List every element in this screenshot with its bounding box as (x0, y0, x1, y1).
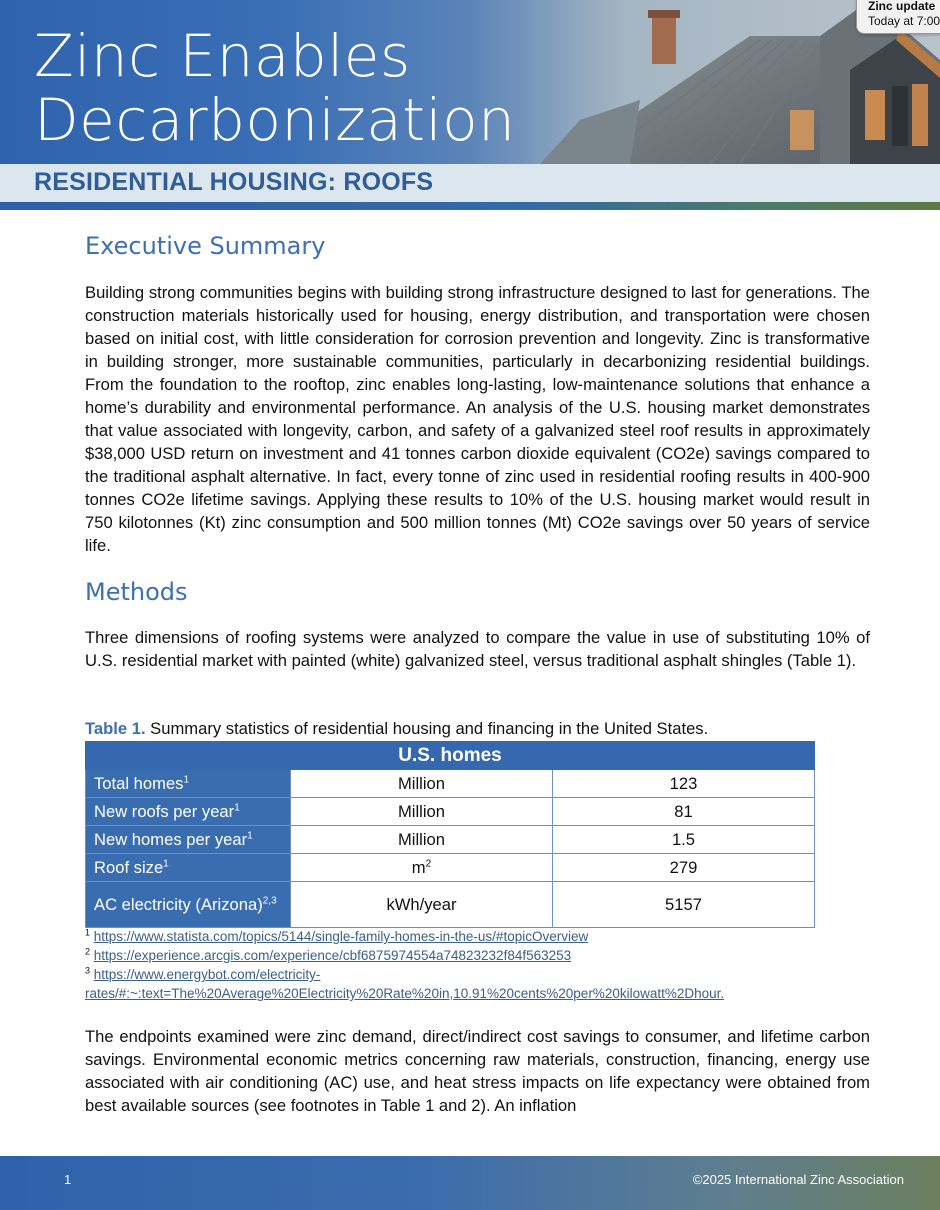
footnote-link[interactable]: https://experience.arcgis.com/experience/cbf6875974554a74823232f84f563253 (93, 948, 572, 963)
table-caption-text: Summary statistics of residential housing and financing in the United States. (145, 719, 709, 738)
row-label: New homes per year$^1$ (86, 826, 291, 854)
table-row (86, 882, 815, 928)
banner-title-line1: Zinc Enables (34, 22, 411, 90)
table-header: U.S. homes (86, 742, 815, 770)
table-row (86, 826, 815, 854)
exec-summary-heading: Executive Summary (85, 232, 326, 260)
table-footnotes (85, 927, 825, 1003)
footnote-link[interactable]: https://www.statista.com/topics/5144/single-family-homes-in-the-us/#topicOverview (93, 929, 589, 944)
notification-time: Today at 7:00 (868, 14, 940, 28)
color-stripe (0, 202, 940, 210)
subtitle-bar (0, 164, 940, 202)
table-row (86, 798, 815, 826)
table-header-row (86, 742, 815, 770)
footnote-2: $^2$ https://experience.arcgis.com/experience/cbf6875974554a74823232f84f563253 (85, 946, 572, 963)
row-label: New roofs per year$^1$ (86, 798, 291, 826)
row-value: 279 (553, 854, 815, 882)
methods-text-2: The endpoints examined were zinc demand, direct/indirect cost savings to consumer, and lifetime carbon savings. Environmental economic metrics concerning raw materials, construction, financing, energy use associated with air conditioning (AC) use, and heat stress impacts on life expectancy were obtained from best available sources (see footnotes in Table 1 and 2). An inflation (85, 1027, 870, 1115)
methods-heading: Methods (85, 578, 188, 606)
row-value: 81 (553, 798, 815, 826)
row-unit: Million (291, 798, 553, 826)
row-value: 123 (553, 770, 815, 798)
footnote-link[interactable]: rates/#:~:text=The%20Average%20Electricity%20Rate%20in,10.91%20cents%20per%20kilowatt%2Dhour. (85, 986, 725, 1001)
us-homes-table (85, 741, 815, 928)
table-caption-label: Table 1. (85, 719, 146, 738)
copyright: ©2025 International Zinc Association (692, 1172, 904, 1187)
table-caption (85, 718, 708, 740)
footnote-link[interactable]: https://www.energybot.com/electricity- (93, 967, 321, 982)
footnote-3: $^3$ https://www.energybot.com/electricity- (85, 965, 321, 982)
banner-title (34, 24, 515, 152)
row-unit: $m^2$ (291, 854, 553, 882)
subtitle: RESIDENTIAL HOUSING: ROOFS (34, 168, 434, 196)
row-label: Roof size$^1$ (86, 854, 291, 882)
row-label: Total homes$^1$ (86, 770, 291, 798)
exec-summary-text: Building strong communities begins with building strong infrastructure designed to last for generations. The construction materials historically used for housing, energy distribution, and transportation were chosen based on initial cost, with little consideration for corrosion prevention and longevity. Zinc is transformative in building stronger, more sustainable communities, particularly in decarbonizing residential buildings. From the foundation to the rooftop, zinc enables long-lasting, low-maintenance solutions that enhance a home’s durability and environmental performance. An analysis of the U.S. housing market demonstrates that value associated with longevity, carbon, and safety of a galvanized steel roof results in approximately $38,000 USD return on investment and 41 tonnes carbon dioxide equivalent (CO2e) savings compared to the traditional asphalt alternative. In fact, every tonne of zinc used in residential roofing results in 400-900 tonnes CO2e lifetime savings. Applying these results to 10% of the U.S. housing market would result in 750 kilotonnes (Kt) zinc consumption and 500 million tonnes (Mt) CO2e savings over 50 years of service life. (85, 283, 870, 555)
row-unit: kWh/year (291, 882, 553, 928)
row-label: AC electricity (Arizona)$^{2,3}$ (86, 882, 291, 928)
header-banner (0, 0, 940, 164)
page-footer (0, 1156, 940, 1210)
page-number: 1 (64, 1172, 72, 1187)
row-value: 5157 (553, 882, 815, 928)
footnote-1: $^1$ https://www.statista.com/topics/5144/single-family-homes-in-the-us/#topicOverview (85, 927, 589, 944)
banner-title-line2: Decarbonization (34, 86, 516, 154)
row-unit: Million (291, 770, 553, 798)
table-row (86, 854, 815, 882)
row-value: 1.5 (553, 826, 815, 854)
notification-title: Zinc update (868, 0, 936, 13)
notification-popup[interactable] (856, 0, 940, 34)
row-unit: Million (291, 826, 553, 854)
footnote-3-cont (85, 984, 825, 1003)
methods-text-1: Three dimensions of roofing systems were analyzed to compare the value in use of substituting 10% of U.S. residential market with painted (white) galvanized steel, versus traditional asphalt shingles (Table 1). (85, 628, 870, 670)
table-row (86, 770, 815, 798)
